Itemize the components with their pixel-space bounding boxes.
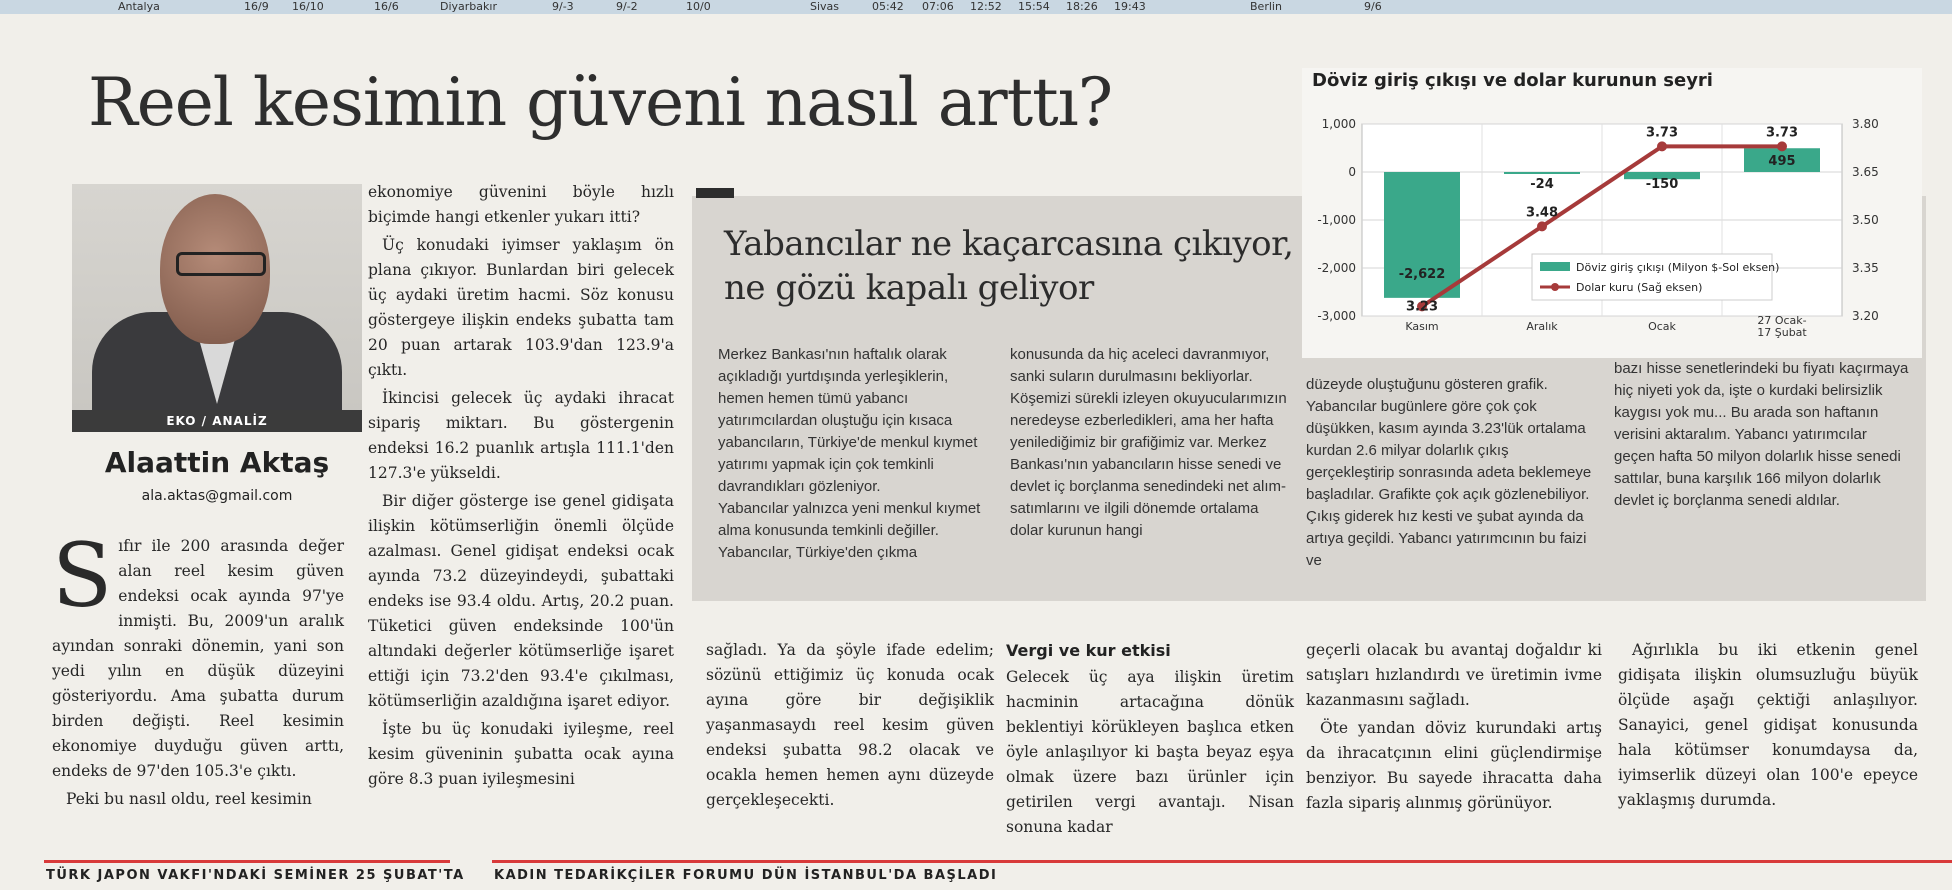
x-tick-label: 27 Ocak-: [1757, 314, 1807, 327]
prayer-time: 07:06: [922, 0, 954, 13]
right-tick-label: 3.35: [1852, 261, 1879, 275]
paragraph: Merkez Bankası'nın haftalık olarak açıkladığı yurtdışında yerleşiklerin, hemen hemen tümü yabancı yatırımcılardan oluştuğu için kısaca yabancıların, Türkiye'de menkul kıymet yatırımı yapmak için çok temkinli davrandıkları gözleniyor.: [718, 346, 978, 495]
paragraph: Öte yandan döviz kurundaki artış da ihracatçının elini güçlendirmişe benziyor. Bu sayede ihracatta daha fazla sipariş alınmış görünüyor.: [1306, 719, 1602, 812]
weather-value: 16/10: [292, 0, 324, 13]
sidebar-marker: [696, 188, 734, 198]
rate-label: 3.73: [1765, 125, 1799, 141]
rate-label: 3.23: [1405, 299, 1439, 315]
left-tick-label: 0: [1348, 165, 1356, 179]
bar-label: -2,622: [1398, 266, 1446, 282]
city-name: Antalya: [118, 0, 160, 13]
footer-rule-left: [44, 860, 450, 863]
rate-point: [1657, 141, 1667, 151]
x-tick-label: Kasım: [1405, 320, 1439, 333]
footer-rule-right: [492, 860, 1952, 863]
bar-label: 495: [1768, 154, 1796, 170]
sidebar-column-4: [1614, 358, 1910, 512]
section-tag: EKO / ANALİZ: [72, 410, 362, 432]
bar: [1504, 172, 1580, 174]
paragraph: düzeyde oluştuğunu gösteren grafik. Yabancılar bugünlere göre çok çok düşükken, kasım ayında 3.23'lük ortalama kurdan 2.6 milyar dolarlık çıkış gerçekleştirip sonrasında adeta beklemeye başladılar. Grafikte çok açık gözlenebiliyor. Çıkış giderek hız kesti ve şubat ayında da artıya geçildi. Yabancı yatırımcının bu faizi ve: [1306, 376, 1592, 569]
drop-cap: S: [52, 524, 113, 627]
article-column-5: [1306, 638, 1602, 819]
left-tick-label: -2,000: [1317, 261, 1356, 275]
weather-value: 16/6: [374, 0, 399, 13]
prayer-time: 12:52: [970, 0, 1002, 13]
subheading: Vergi ve kur etkisi: [1006, 641, 1171, 660]
weather-value: 10/0: [686, 0, 711, 13]
x-tick-label: Aralık: [1526, 320, 1558, 333]
prayer-time: 19:43: [1114, 0, 1146, 13]
paragraph: konusunda da hiç aceleci davranmıyor, sanki suların durulmasını bekliyorlar. Köşemizi sürekli izleyen okuyucularımızın neredeyse ezberledikleri, ama her hafta yenilediğimiz bir grafiğimiz var. Merkez Bankası'nın yabancıların hisse senedi ve devlet iç borçlanma senedindeki net alım-satımlarını ve ilgili dönemde ortalama dolar kurunun hangi: [1010, 346, 1287, 539]
paragraph: İşte bu üç konudaki iyileşme, reel kesim güveninin şubatta ocak ayına göre 8.3 puan iyileşmesini: [368, 720, 674, 788]
author-name: Alaattin Aktaş: [104, 446, 330, 479]
paragraph: Üç konudaki iyimser yaklaşım ön plana çıkıyor. Bunlardan biri gelecek üç aydaki üretim hacmi. Söz konusu göstergeye ilişkin endeks şubatta tam 20 puan artarak 103.9'dan 123.9'a çıktı.: [368, 236, 674, 379]
paragraph: Ağırlıkla bu iki etkenin genel gidişata ilişkin olumsuzluğu büyük ölçüde aşağı çektiği anlaşılıyor. Sanayici, genel gidişat konusunda hala kötümser konumdaysa da, iyimserlik düzeyi olan 100'e epeyce yaklaşmış durumda.: [1618, 641, 1918, 809]
article-column-4: [1006, 638, 1294, 843]
left-tick-label: -3,000: [1317, 309, 1356, 323]
paragraph: bazı hisse senetlerindeki bu fiyatı kaçırmaya hiç niyeti yok da, işte o kurdaki belirsizlik kaygısı yok mu... Bu arada son haftanın verisini aktaralım. Yabancı yatırımcılar geçen hafta 50 milyon dolarlık hisse senedi sattılar, buna karşılık 166 milyon dolarlık devlet iç borçlanma senedi aldılar.: [1614, 360, 1909, 509]
article-column-2: [368, 180, 674, 795]
rate-point: [1777, 141, 1787, 151]
footer-teaser-right: KADIN TEDARİKÇİLER FORUMU DÜN İSTANBUL'DA BAŞLADI: [494, 868, 998, 883]
legend-label: Dolar kuru (Sağ eksen): [1576, 281, 1703, 294]
prayer-time: 05:42: [872, 0, 904, 13]
prayer-time: 15:54: [1018, 0, 1050, 13]
city-name: Diyarbakır: [440, 0, 497, 13]
bar-label: -24: [1530, 177, 1554, 192]
fx-flow-chart: [1302, 68, 1922, 358]
sidebar-title: Yabancılar ne kaçarcasına çıkıyor, ne gözü kapalı geliyor: [724, 224, 1294, 308]
author-photo: [72, 184, 362, 410]
right-tick-label: 3.80: [1852, 117, 1879, 131]
weather-strip: [0, 0, 1952, 14]
paragraph: Peki bu nasıl oldu, reel kesimin: [66, 790, 312, 808]
article-column-3: [706, 638, 994, 816]
legend-label: Döviz giriş çıkışı (Milyon $-Sol eksen): [1576, 261, 1780, 274]
paragraph: geçerli olacak bu avantaj doğaldır ki satışları hızlandırdı ve üretimin ivme kazanmasını sağladı.: [1306, 641, 1602, 709]
footer-teaser-left: TÜRK JAPON VAKFI'NDAKİ SEMİNER 25 ŞUBAT'TA: [46, 868, 465, 883]
left-tick-label: 1,000: [1321, 117, 1356, 131]
x-tick-label: 17 Şubat: [1757, 326, 1807, 339]
city-name: Berlin: [1250, 0, 1282, 13]
right-tick-label: 3.20: [1852, 309, 1879, 323]
rate-label: 3.48: [1525, 205, 1559, 221]
rate-point: [1537, 221, 1547, 231]
bar-label: -150: [1645, 177, 1679, 192]
headline: Reel kesimin güveni nasıl arttı?: [88, 64, 1113, 141]
paragraph: ekonomiye güvenini böyle hızlı biçimde hangi etkenler yukarı itti?: [368, 183, 674, 226]
article-column-6: [1618, 638, 1918, 816]
x-tick-label: Ocak: [1648, 320, 1676, 333]
right-tick-label: 3.65: [1852, 165, 1879, 179]
city-name: Sivas: [810, 0, 840, 13]
paragraph: ıfır ile 200 arasında değer alan reel kesim güven endeksi ocak ayında 97'ye inmişti. Bu, 2009'un aralık ayından sonraki dönemin, yani son yedi yılın en düşük düzeyini gösteriyordu. Ama şubatta durum birden değişti. Reel kesimin ekonomiye duyduğu güven arttı, endeks de 97'den 105.3'e çıktı.: [52, 537, 344, 780]
prayer-time: 18:26: [1066, 0, 1098, 13]
left-tick-label: -1,000: [1317, 213, 1356, 227]
paragraph: Gelecek üç aya ilişkin üretim hacminin artacağına dönük beklentiyi körükleyen başlıca etken öyle anlaşılıyor ki başta beyaz eşya olmak üzere bazı ürünler için getirilen vergi avantajı. Nisan sonuna kadar: [1006, 668, 1294, 836]
paragraph: sağladı. Ya da şöyle ifade edelim; sözünü ettiğimiz üç konuda ocak ayına göre bir değişiklik yaşanmasaydı reel kesim güven endeksi şubatta 98.2 olacak ve ocakla hemen hemen aynı düzeyde gerçekleşecekti.: [706, 641, 994, 809]
author-email: ala.aktas@gmail.com: [141, 488, 293, 504]
article-column-1: [52, 524, 344, 815]
legend-swatch-bar: [1540, 262, 1570, 271]
weather-value: 9/-3: [552, 0, 574, 13]
legend-swatch-point: [1551, 283, 1559, 291]
chart-title: Döviz giriş çıkışı ve dolar kurunun seyri: [1312, 70, 1713, 91]
sidebar-column-3: [1306, 374, 1600, 572]
right-tick-label: 3.50: [1852, 213, 1879, 227]
paragraph: Bir diğer gösterge ise genel gidişata ilişkin kötümserliğin önemli ölçüde azalması. Genel gidişat endeksi ocak ayında 73.2 düzeyindeydi, şubattaki endeks ise 93.4 oldu. Artış, 20.2 puan. Tüketici güven endeksinde 100'ün altındaki değerler kötümserliğe işaret ettiği için 73.2'den 93.4'e çıkılması, kötümserliğin azaldığına işaret ediyor.: [368, 492, 674, 710]
weather-value: 16/9: [244, 0, 269, 13]
weather-value: 9/6: [1364, 0, 1382, 13]
weather-value: 9/-2: [616, 0, 638, 13]
rate-label: 3.73: [1645, 125, 1679, 141]
paragraph: İkincisi gelecek üç aydaki ihracat sipariş miktarı. Bu göstergenin endeksi 16.2 puanlık artışla 111.1'den 127.3'e yükseldi.: [368, 389, 674, 482]
sidebar-column-2: [1010, 344, 1294, 542]
sidebar-column-1: [718, 344, 994, 564]
paragraph: Yabancılar yalnızca yeni menkul kıymet alma konusunda temkinli değiller. Yabancılar, Türkiye'den çıkma: [718, 500, 981, 561]
